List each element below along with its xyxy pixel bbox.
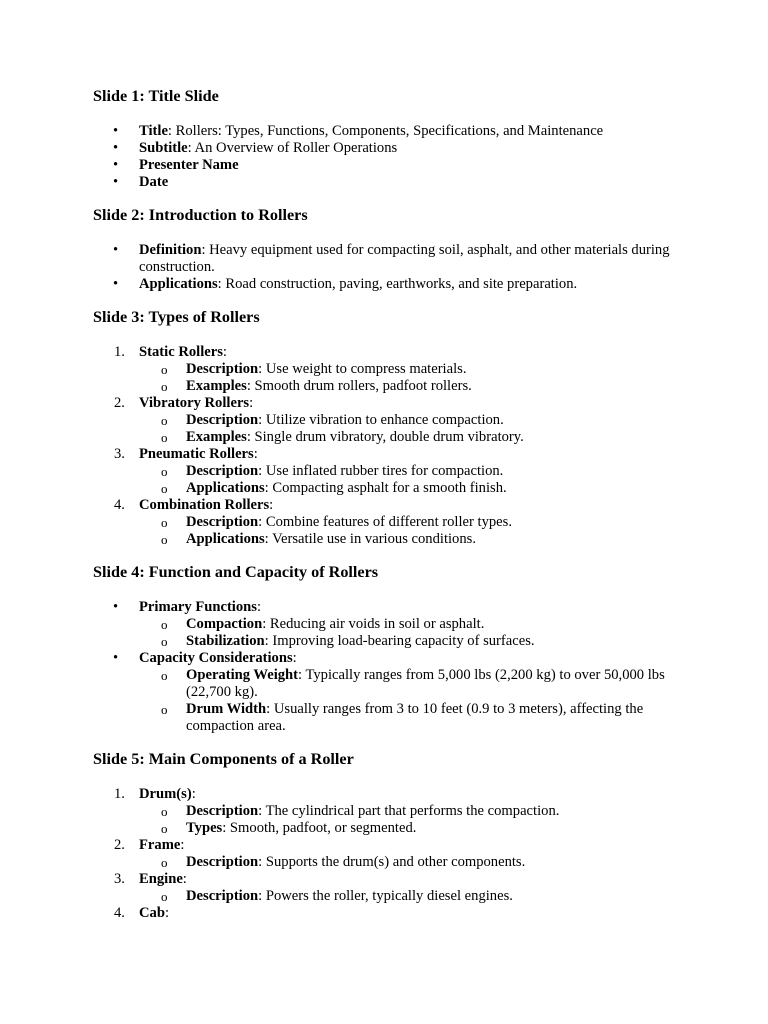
list-item: 1. Drum(s): o Description: The cylindrical part that performs the compaction. o Types: Smooth, padfoot, or segmented. <box>93 786 688 837</box>
slide-4-heading: Slide 4: Function and Capacity of Rollers <box>93 563 379 581</box>
sub-list-item: o Description: Use inflated rubber tires for compaction. <box>93 463 688 480</box>
list-item: • Capacity Considerations: o Operating Weight: Typically ranges from 5,000 lbs (2,200 kg) to over 50,000 lbs (22,700 kg). o Drum Width: Usually ranges from 3 to 10 feet (0.9 to 3 meters), affecting the compaction area. <box>93 650 688 735</box>
list-item: • Presenter Name <box>93 157 688 174</box>
slide-1-heading: Slide 1: Title Slide <box>93 87 219 105</box>
list-item: 2. Frame: o Description: Supports the drum(s) and other components. <box>93 837 688 871</box>
sub-list-item: o Description: Use weight to compress materials. <box>93 361 688 378</box>
sub-list-item: o Examples: Smooth drum rollers, padfoot rollers. <box>93 378 688 395</box>
slide-3-heading: Slide 3: Types of Rollers <box>93 308 260 326</box>
sub-list-item: o Applications: Compacting asphalt for a smooth finish. <box>93 480 688 497</box>
slide-2-list <box>93 242 688 293</box>
list-item: • Date <box>93 174 688 191</box>
list-item: 4. Combination Rollers: o Description: Combine features of different roller types. o Applications: Versatile use in various conditions. <box>93 497 688 548</box>
sub-list-item: o Description: Utilize vibration to enhance compaction. <box>93 412 688 429</box>
list-item: 3. Pneumatic Rollers: o Description: Use inflated rubber tires for compaction. o Applications: Compacting asphalt for a smooth finish. <box>93 446 688 497</box>
sub-list-item: o Description: The cylindrical part that performs the compaction. <box>93 803 688 820</box>
list-item: 2. Vibratory Rollers: o Description: Utilize vibration to enhance compaction. o Examples: Single drum vibratory, double drum vibratory. <box>93 395 688 446</box>
sub-list-item: o Description: Combine features of different roller types. <box>93 514 688 531</box>
sub-list-item: o Drum Width: Usually ranges from 3 to 10 feet (0.9 to 3 meters), affecting the compaction area. <box>93 701 688 735</box>
sub-list-item: o Examples: Single drum vibratory, double drum vibratory. <box>93 429 688 446</box>
slide-1-section <box>93 86 688 191</box>
slide-5-list <box>93 786 688 922</box>
slide-2-heading: Slide 2: Introduction to Rollers <box>93 206 308 224</box>
list-item: • Definition: Heavy equipment used for compacting soil, asphalt, and other materials during construction. <box>93 242 688 276</box>
slide-1-list <box>93 123 688 191</box>
list-item: 4. Cab: <box>114 905 170 921</box>
sub-list-item: o Compaction: Reducing air voids in soil or asphalt. <box>93 616 688 633</box>
sub-list-item: o Types: Smooth, padfoot, or segmented. <box>93 820 688 837</box>
sub-list-item: o Applications: Versatile use in various conditions. <box>93 531 688 548</box>
sub-list-item: o Description: Powers the roller, typically diesel engines. <box>93 888 688 905</box>
list-item: • Subtitle: An Overview of Roller Operations <box>93 140 688 157</box>
slide-4-section <box>93 562 688 735</box>
list-item: • Applications: Road construction, paving, earthworks, and site preparation. <box>93 276 688 293</box>
slide-5-section <box>93 749 688 922</box>
list-item: • Title: Rollers: Types, Functions, Components, Specifications, and Maintenance <box>93 123 688 140</box>
sub-list-item: o Description: Supports the drum(s) and other components. <box>93 854 688 871</box>
slide-2-section <box>93 205 688 293</box>
list-item: 3. Engine: o Description: Powers the roller, typically diesel engines. <box>93 871 688 905</box>
slide-5-heading: Slide 5: Main Components of a Roller <box>93 750 354 768</box>
sub-list-item: o Stabilization: Improving load-bearing capacity of surfaces. <box>93 633 688 650</box>
slide-4-list <box>93 599 688 735</box>
list-item: 1. Static Rollers: o Description: Use weight to compress materials. o Examples: Smooth drum rollers, padfoot rollers. <box>93 344 688 395</box>
slide-3-section <box>93 307 688 548</box>
list-item: • Primary Functions: o Compaction: Reducing air voids in soil or asphalt. o Stabilization: Improving load-bearing capacity of surfaces. <box>93 599 688 650</box>
slide-3-list <box>93 344 688 548</box>
sub-list-item: o Operating Weight: Typically ranges from 5,000 lbs (2,200 kg) to over 50,000 lbs (22,700 kg). <box>93 667 688 701</box>
